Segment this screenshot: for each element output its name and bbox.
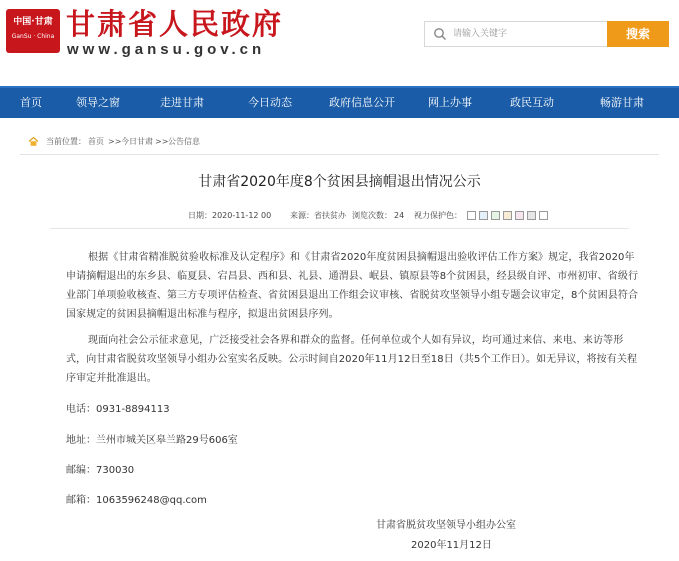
divider (20, 154, 659, 155)
signature-date: 2020年11月12日 (411, 540, 492, 551)
eye-color-swatch-gray[interactable] (527, 211, 536, 220)
views-label: 浏览次数： (352, 211, 392, 220)
nav-item-online-service[interactable]: 网上办事 (428, 96, 472, 109)
breadcrumb-home[interactable]: 首页 (88, 137, 104, 146)
breadcrumb (0, 134, 679, 150)
eye-color-swatch-yellow[interactable] (503, 211, 512, 220)
address-label: 地址： (66, 435, 96, 446)
address-value: 兰州市城关区皋兰路29号606室 (96, 435, 238, 446)
eye-color-swatch-pink[interactable] (515, 211, 524, 220)
site-logo-badge[interactable] (6, 9, 60, 53)
site-header (0, 0, 679, 84)
nav-item-interaction[interactable]: 政民互动 (510, 96, 554, 109)
home-icon (28, 136, 39, 147)
nav-item-gov-info[interactable]: 政府信息公开 (329, 96, 395, 109)
breadcrumb-announcements[interactable]: 公告信息 (168, 137, 200, 146)
eye-color-swatch-blue[interactable] (479, 211, 488, 220)
nav-item-leaders[interactable]: 领导之窗 (76, 96, 120, 109)
article-paragraph: 根据《甘肃省精准脱贫验收标准及认定程序》和《甘肃省2020年度贫困县摘帽退出验收评估工作方案》规定，我省2020年申请摘帽退出的东乡县、临夏县、宕昌县、西和县、礼县、通渭县、岷县、镇原县等8个贫困县，经县级自评、市州初审、省级行业部门单项验收核查、第三方专项评估检查、省贫困县退出工作组会议审核、省脱贫攻坚领导小组专题会议审定，8个贫困县符合国家规定的贫困县摘帽退出标准与程序，拟退出贫困县序列。 (66, 252, 639, 320)
article-meta (0, 210, 679, 222)
site-title[interactable]: 甘肃省人民政府 (66, 7, 284, 41)
site-url: www.gansu.gov.cn (67, 41, 266, 58)
article-paragraph: 现面向社会公示征求意见，广泛接受社会各界和群众的监督。任何单位或个人如有异议，均可通过来信、来电、来访等形式，向甘肃省脱贫攻坚领导小组办公室实名反映。公示时间自2020年11月12日至18日（共5个工作日）。如无异议，将按有关程序审定并批准退出。 (66, 335, 638, 384)
main-nav (0, 86, 679, 118)
search-input[interactable] (453, 25, 603, 43)
article-source: 省扶贫办 (314, 211, 346, 220)
nav-item-home[interactable]: 首页 (20, 96, 42, 109)
email-value: 1063596248@qq.com (96, 495, 207, 506)
logo-badge-subtext: GanSu · China (11, 33, 55, 40)
nav-item-today-news[interactable]: 今日动态 (248, 96, 292, 109)
phone-label: 电话： (66, 404, 96, 415)
nav-item-tourism[interactable]: 畅游甘肃 (600, 96, 644, 109)
nav-item-about-gansu[interactable]: 走进甘肃 (160, 96, 204, 109)
eye-color-swatch-default[interactable] (539, 211, 548, 220)
eye-color-swatch-green[interactable] (491, 211, 500, 220)
source-label: 来源： (290, 211, 314, 220)
view-count: 24 (394, 211, 405, 220)
zip-value: 730030 (96, 465, 135, 476)
logo-badge-text: 中国·甘肃 (13, 17, 53, 27)
eye-color-swatch-white[interactable] (467, 211, 476, 220)
eye-protection-label: 视力保护色： (414, 211, 462, 220)
contact-phone (66, 403, 170, 417)
signature-org: 甘肃省脱贫攻坚领导小组办公室 (376, 520, 516, 531)
breadcrumb-prefix: 当前位置： (46, 137, 86, 146)
article-date: 2020-11-12 00 (212, 211, 272, 220)
search-icon (433, 27, 447, 41)
search-box (424, 21, 607, 47)
zip-label: 邮编： (66, 465, 96, 476)
article-title: 甘肃省2020年度8个贫困县摘帽退出情况公示 (198, 174, 481, 190)
email-label: 邮箱： (66, 495, 96, 506)
search-button[interactable]: 搜索 (607, 21, 669, 47)
contact-zip (66, 464, 134, 478)
divider (50, 228, 629, 229)
breadcrumb-separator: >> (108, 137, 122, 146)
breadcrumb-separator: >> (155, 137, 169, 146)
breadcrumb-today-gansu[interactable]: 今日甘肃 (121, 137, 153, 146)
date-label: 日期： (188, 211, 212, 220)
contact-email (66, 494, 207, 508)
phone-value: 0931-8894113 (96, 404, 170, 415)
contact-address (66, 434, 238, 448)
